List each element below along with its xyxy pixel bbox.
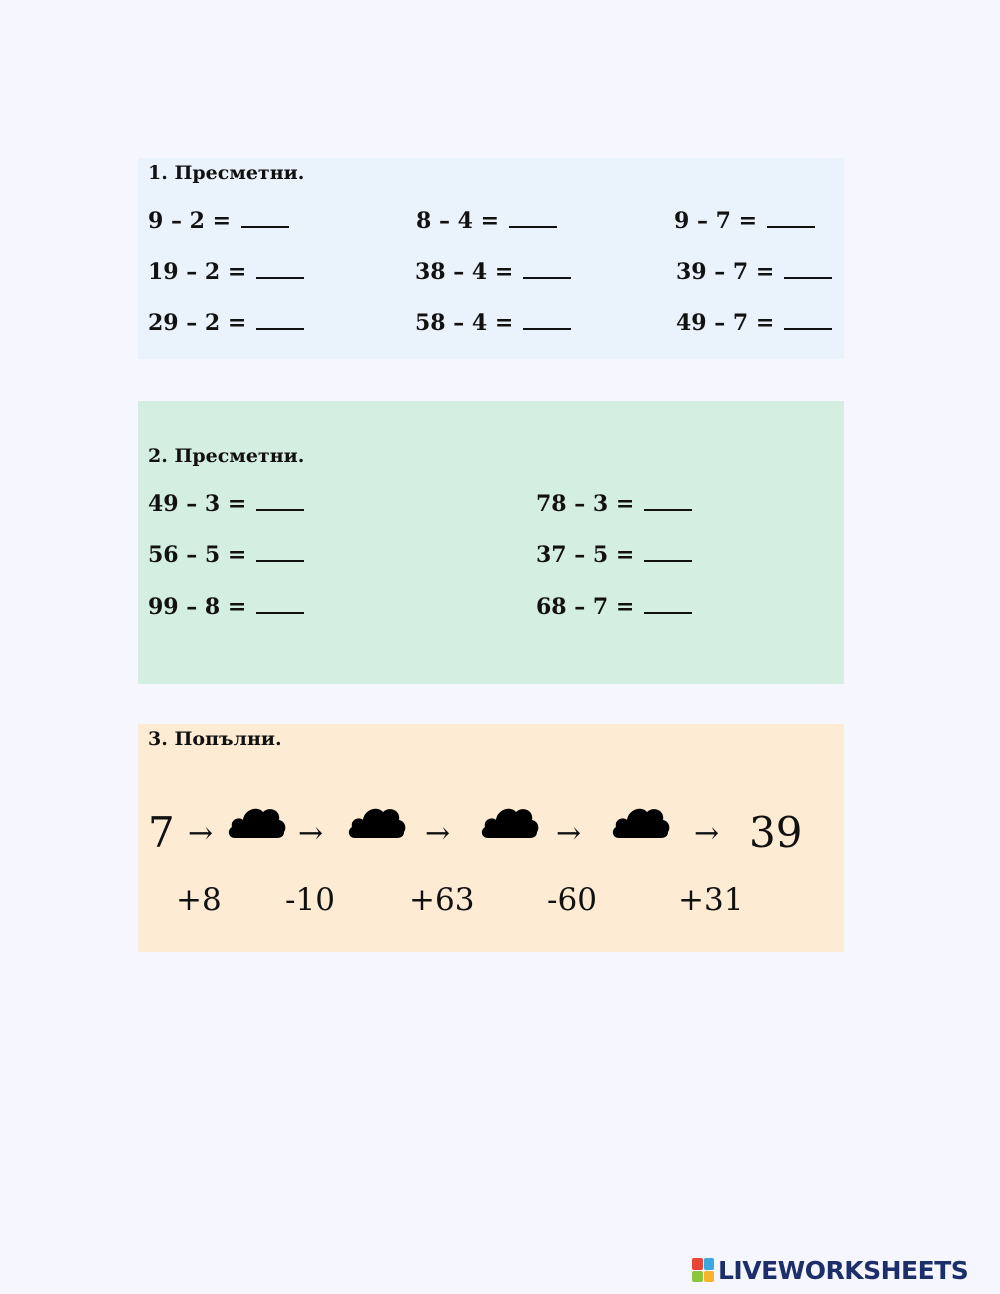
answer-blank[interactable]	[256, 542, 304, 562]
exercise-2-equation	[536, 542, 692, 568]
cloud-icon[interactable]	[480, 802, 540, 840]
exercise-1-equation	[415, 259, 571, 285]
liveworksheets-logo	[692, 1256, 968, 1284]
exercise-1-equation	[415, 310, 571, 336]
equation-text: 99 – 8 =	[148, 594, 247, 620]
answer-blank[interactable]	[523, 310, 571, 330]
exercise-2-equation	[536, 491, 692, 517]
equation-text: 49 – 7 =	[676, 310, 775, 336]
arrow-icon: →	[556, 816, 582, 851]
answer-blank[interactable]	[644, 491, 692, 511]
equation-text: 78 – 3 =	[536, 491, 635, 517]
equation-text: 58 – 4 =	[415, 310, 514, 336]
exercise-1-panel	[138, 158, 844, 359]
exercise-1-equation	[676, 310, 832, 336]
answer-blank[interactable]	[784, 259, 832, 279]
answer-blank[interactable]	[784, 310, 832, 330]
logo-square	[704, 1271, 715, 1283]
equation-text: 49 – 3 =	[148, 491, 247, 517]
exercise-2-equation	[536, 594, 692, 620]
operation-label: -60	[547, 882, 597, 918]
exercise-1-equation	[676, 259, 832, 285]
exercise-3-panel	[138, 724, 844, 952]
equation-text: 38 – 4 =	[415, 259, 514, 285]
equation-text: 9 – 7 =	[674, 208, 758, 234]
logo-mark-icon	[692, 1258, 714, 1282]
answer-blank[interactable]	[256, 310, 304, 330]
exercise-3-title: 3. Попълни.	[148, 728, 282, 750]
equation-text: 29 – 2 =	[148, 310, 247, 336]
operation-label: +8	[176, 882, 222, 918]
cloud-icon[interactable]	[227, 802, 287, 840]
exercise-2-panel	[138, 401, 844, 684]
exercise-2-equation	[148, 594, 304, 620]
start-number: 7	[148, 808, 175, 857]
logo-square	[692, 1258, 703, 1270]
equation-text: 8 – 4 =	[416, 208, 500, 234]
answer-blank[interactable]	[256, 594, 304, 614]
end-number: 39	[749, 808, 803, 857]
cloud-icon[interactable]	[347, 802, 407, 840]
equation-text: 39 – 7 =	[676, 259, 775, 285]
exercise-1-equation	[416, 208, 557, 234]
answer-blank[interactable]	[241, 208, 289, 228]
exercise-1-equation	[674, 208, 815, 234]
exercise-2-title: 2. Пресметни.	[148, 445, 305, 467]
operation-label: -10	[285, 882, 335, 918]
arrow-icon: →	[188, 816, 214, 851]
arrow-icon: →	[694, 816, 720, 851]
answer-blank[interactable]	[644, 594, 692, 614]
equation-text: 68 – 7 =	[536, 594, 635, 620]
equation-text: 56 – 5 =	[148, 542, 247, 568]
exercise-2-equation	[148, 491, 304, 517]
equation-text: 19 – 2 =	[148, 259, 247, 285]
answer-blank[interactable]	[767, 208, 815, 228]
answer-blank[interactable]	[509, 208, 557, 228]
operation-label: +63	[409, 882, 475, 918]
exercise-1-equation	[148, 208, 289, 234]
equation-text: 9 – 2 =	[148, 208, 232, 234]
logo-text: LIVEWORKSHEETS	[718, 1255, 969, 1285]
exercise-1-title: 1. Пресметни.	[148, 162, 305, 184]
answer-blank[interactable]	[644, 542, 692, 562]
arrow-icon: →	[298, 816, 324, 851]
answer-blank[interactable]	[256, 259, 304, 279]
exercise-1-equation	[148, 310, 304, 336]
cloud-icon[interactable]	[611, 802, 671, 840]
equation-text: 37 – 5 =	[536, 542, 635, 568]
logo-square	[704, 1258, 715, 1270]
logo-square	[692, 1271, 703, 1283]
exercise-2-equation	[148, 542, 304, 568]
arrow-icon: →	[425, 816, 451, 851]
operation-label: +31	[678, 882, 744, 918]
exercise-1-equation	[148, 259, 304, 285]
answer-blank[interactable]	[523, 259, 571, 279]
answer-blank[interactable]	[256, 491, 304, 511]
